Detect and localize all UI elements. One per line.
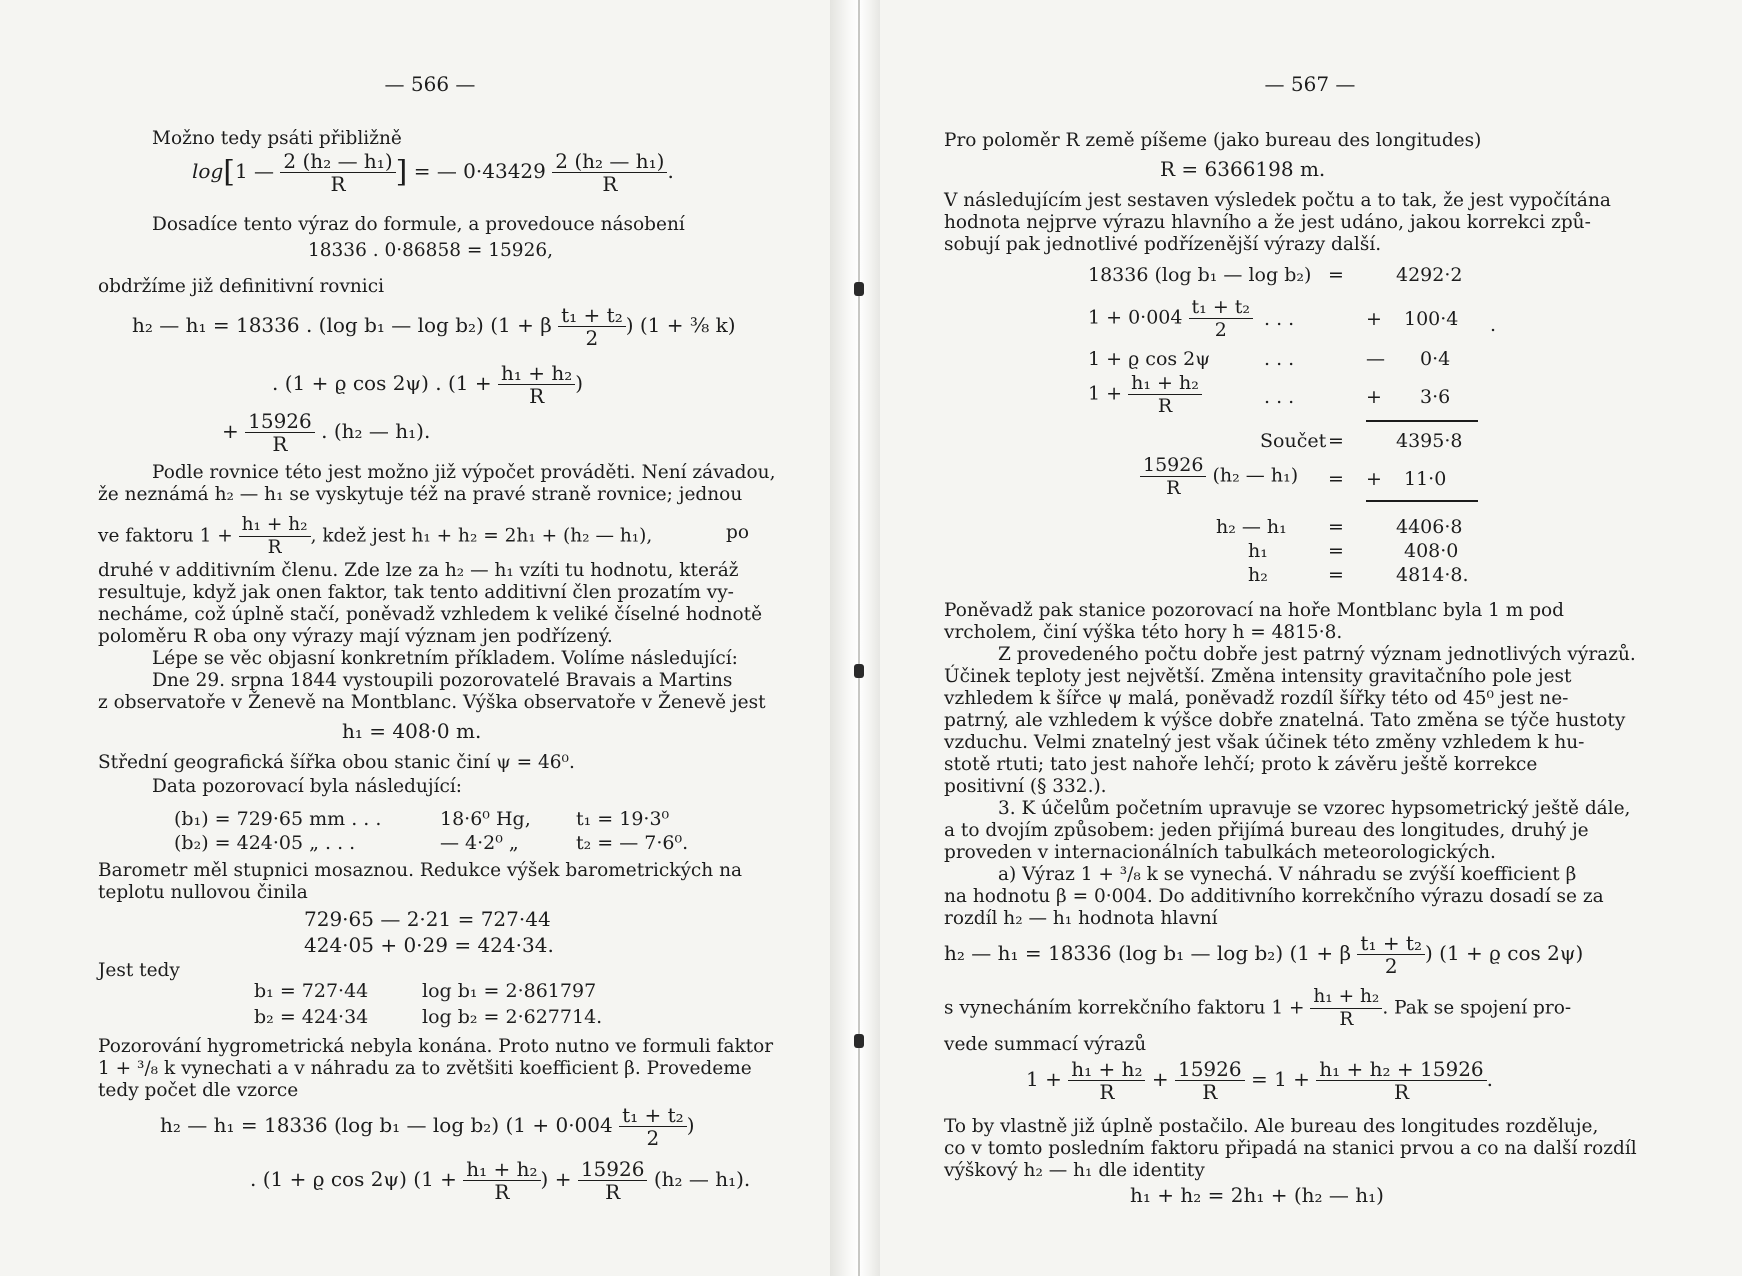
result-sign: + xyxy=(1366,468,1382,490)
text-line: h₁ = 408·0 m. xyxy=(342,719,482,743)
text-line: Dne 29. srpna 1844 vystoupili pozorovatelé Bravais a Martins xyxy=(152,670,733,691)
text-line: V následujícím jest sestaven výsledek počtu a to tak, že jest vypočítána xyxy=(944,190,1611,211)
result-mark: . xyxy=(1490,314,1497,336)
result-value: 0·4 xyxy=(1420,348,1451,370)
text-line-factor: s vynecháním korrekčního faktoru 1 + $\frac{\text{h₁ + h₂}}{R}$ . Pak se spojení pro- xyxy=(944,986,1572,1030)
text-line-factor: ve faktoru 1 + $\frac{\text{h₁ + h₂}}{R}$ , kdež jest h₁ + h₂ = 2h₁ + (h₂ — h₁), xyxy=(98,514,653,558)
text-line: Jest tedy xyxy=(98,960,180,981)
sum-rule xyxy=(1366,500,1478,502)
result-value: 100·4 xyxy=(1404,308,1459,330)
result-value: 408·0 xyxy=(1404,540,1459,562)
text-line: Dosadíce tento výraz do formule, a provedouce násobení xyxy=(152,214,685,235)
text-line: výškový h₂ — h₁ dle identity xyxy=(944,1160,1205,1181)
text-line: teplotu nullovou činila xyxy=(98,882,308,903)
text-line: hodnota nejprve výrazu hlavního a že jest udáno, jakou korrekci způ- xyxy=(944,212,1591,233)
text-line: 3. K účelům početním upravuje se vzorec hypsometrický ještě dále, xyxy=(998,798,1631,819)
result-value: 11·0 xyxy=(1404,468,1447,490)
text-line: po xyxy=(726,522,749,543)
equation-gravity: . (1 + ϱ cos 2ψ) . (1 + $\frac{\text{h₁ + h₂}}{R}$ ) xyxy=(272,361,584,408)
text-line: Data pozorovací byla následující: xyxy=(152,776,463,797)
text-line: vzhledem k šířce ψ malá, poněvadž rozdíl šířky této od 45⁰ jest ne- xyxy=(944,688,1569,709)
result-label: h₂ xyxy=(1248,564,1268,586)
log-row: b₁ = 727·44 xyxy=(254,980,369,1002)
text-line: poloměru R oba ony výrazy mají význam jen podřízený. xyxy=(98,626,613,647)
binding-stitch xyxy=(854,282,864,296)
text-line: Podle rovnice této jest možno již výpočet prováděti. Není závadou, xyxy=(152,462,776,483)
text-line: stotě rtuti; tato jest nahoře lehčí; proto k závěru ještě korrekce xyxy=(944,754,1538,775)
result-sign: + xyxy=(1366,308,1382,330)
result-op: = xyxy=(1328,264,1344,286)
result-op: = xyxy=(1328,540,1344,562)
result-label: h₂ — h₁ xyxy=(1216,516,1287,538)
result-value: 4814·8. xyxy=(1396,564,1469,586)
text-line: vzduchu. Velmi znatelný jest však účinek této změny vzhledem k hu- xyxy=(944,732,1585,753)
result-op: = xyxy=(1328,468,1344,490)
result-dots: . . . xyxy=(1264,386,1295,408)
result-dots: . . . xyxy=(1264,308,1295,330)
equation-computation-2: . (1 + ϱ cos 2ψ) (1 + $\frac{\text{h₁ + h₂}}{R}$ ) + $\frac{15926}{R}$ (h₂ — h₁). xyxy=(250,1157,751,1204)
equation-main: h₂ — h₁ = 18336 . (log b₁ — log b₂) (1 + β $\frac{\text{t₁ + t₂}}{2}$ ) (1 + ⅜ k) xyxy=(132,303,736,350)
result-label: 1 + ϱ cos 2ψ xyxy=(1088,348,1211,370)
text-line: Lépe se věc objasní konkretním příkladem. Volíme následující: xyxy=(152,648,738,669)
result-value: 3·6 xyxy=(1420,386,1451,408)
result-sign: — xyxy=(1366,348,1385,370)
text-line: Pozorování hygrometrická nebyla konána. Proto nutno ve formuli faktor xyxy=(98,1036,774,1057)
equation-summation: 1 + $\frac{\text{h₁ + h₂}}{R}$ + $\frac{15926}{R}$ = 1 + $\frac{\text{h₁ + h₂ + 15926}}{R}$ . xyxy=(1026,1057,1494,1104)
text-line: vede summací výrazů xyxy=(944,1034,1147,1055)
text-line: To by vlastně již úplně postačilo. Ale bureau des longitudes rozděluje, xyxy=(944,1116,1599,1137)
log-row-value: log b₂ = 2·627714. xyxy=(422,1006,603,1028)
text-line: Účinek teploty jest největší. Změna intensity gravitačního pole jest xyxy=(944,666,1572,687)
page-number: — 567 — xyxy=(1264,72,1356,96)
text-line: z observatoře v Ženevě na Montblanc. Výška observatoře v Ženevě jest xyxy=(98,692,766,713)
text-line: Pro poloměr R země píšeme (jako bureau des longitudes) xyxy=(944,130,1482,151)
result-label: 1 + 0·004 $\frac{\text{t₁ + t₂}}{2}$ xyxy=(1088,296,1253,341)
binding-stitch xyxy=(854,1034,864,1048)
text-line: 1 + ³/₈ k vynechati a v náhradu za to zvětšiti koefficient β. Provedeme xyxy=(98,1058,752,1079)
text-line: na hodnotu β = 0·004. Do additivního korrekčního výrazu dosadí se za xyxy=(944,886,1604,907)
result-label: $\frac{15926}{R}$ (h₂ — h₁) xyxy=(1140,454,1298,499)
data-row: (b₁) = 729·65 mm . . . xyxy=(174,808,382,830)
result-value: 4292·2 xyxy=(1396,264,1463,286)
result-op: = xyxy=(1328,516,1344,538)
text-line: obdržíme již definitivní rovnici xyxy=(98,276,385,297)
binding-stitch xyxy=(854,664,864,678)
text-line: tedy počet dle vzorce xyxy=(98,1080,299,1101)
result-value: 4395·8 xyxy=(1396,430,1463,452)
data-row: (b₂) = 424·05 „ . . . xyxy=(174,832,356,854)
text-line: Barometr měl stupnici mosaznou. Redukce výšek barometrických na xyxy=(98,860,743,881)
text-line: rozdíl h₂ — h₁ hodnota hlavní xyxy=(944,908,1218,929)
result-label: h₁ xyxy=(1248,540,1268,562)
data-row-tn: t₁ = 19·3⁰ xyxy=(576,808,670,830)
equation-additive: + $\frac{15926}{R}$ . (h₂ — h₁). xyxy=(222,409,431,456)
result-label: Součet xyxy=(1260,430,1327,452)
text-line: 729·65 — 2·21 = 727·44 xyxy=(304,907,551,931)
text-line: positivní (§ 332.). xyxy=(944,776,1107,797)
right-page xyxy=(880,0,1742,1276)
data-row-temp: — 4·2⁰ „ xyxy=(440,832,519,854)
equation-computation: h₂ — h₁ = 18336 (log b₁ — log b₂) (1 + 0·004 $\frac{\text{t₁ + t₂}}{2}$ ) xyxy=(160,1103,695,1150)
result-value: 4406·8 xyxy=(1396,516,1463,538)
log-row-value: log b₁ = 2·861797 xyxy=(422,980,597,1002)
left-page xyxy=(0,0,838,1276)
text-line: Poněvadž pak stanice pozorovací na hoře Montblanc byla 1 m pod xyxy=(944,600,1565,621)
text-line: co v tomto posledním faktoru připadá na stanici prvou a co na další rozdíl xyxy=(944,1138,1637,1159)
text-line: 424·05 + 0·29 = 424·34. xyxy=(304,933,554,957)
page-number: — 566 — xyxy=(384,72,476,96)
text-line: druhé v additivním členu. Zde lze za h₂ — h₁ vzíti tu hodnotu, kteráž xyxy=(98,560,739,581)
text-line: Z provedeného počtu dobře jest patrný význam jednotlivých výrazů. xyxy=(998,644,1636,665)
result-label: 18336 (log b₁ — log b₂) xyxy=(1088,264,1312,286)
text-line: a to dvojím způsobem: jeden přijímá bureau des longitudes, druhý je xyxy=(944,820,1589,841)
result-dots: . . . xyxy=(1264,348,1295,370)
equation-bureau: h₂ — h₁ = 18336 (log b₁ — log b₂) (1 + β $\frac{\text{t₁ + t₂}}{2}$ ) (1 + ϱ cos 2ψ) xyxy=(944,931,1584,978)
text-line: a) Výraz 1 + ³/₈ k se vynechá. V náhradu se zvýší koefficient β xyxy=(998,864,1577,885)
text-line: R = 6366198 m. xyxy=(1160,157,1326,181)
text-line: h₁ + h₂ = 2h₁ + (h₂ — h₁) xyxy=(1130,1183,1384,1207)
text-line: 18336 . 0·86858 = 15926, xyxy=(308,240,553,261)
data-row-temp: 18·6⁰ Hg, xyxy=(440,808,531,830)
sum-rule xyxy=(1366,420,1478,422)
log-row: b₂ = 424·34 xyxy=(254,1006,369,1028)
text-line: proveden v internacionálních tabulkách meteorologických. xyxy=(944,842,1496,863)
text-line: že neznámá h₂ — h₁ se vyskytuje též na pravé straně rovnice; jednou xyxy=(98,484,743,505)
result-op: = xyxy=(1328,564,1344,586)
text-line: resultuje, když jak onen faktor, tak tento additivní člen prozatím vy- xyxy=(98,582,734,603)
text-line: sobují pak jednotlivé podřízenější výrazy další. xyxy=(944,234,1382,255)
text-line: Možno tedy psáti přibližně xyxy=(152,128,402,149)
text-line: Střední geografická šířka obou stanic činí ψ = 46⁰. xyxy=(98,752,575,773)
equation-log: log[1 — $\frac{\text{2 (h₂ — h₁)}}{R}$ ] = — 0·43429 $\frac{\text{2 (h₂ — h₁)}}{R}$ . xyxy=(192,149,674,196)
result-label: 1 + $\frac{\text{h₁ + h₂}}{R}$ xyxy=(1088,372,1202,417)
result-sign: + xyxy=(1366,386,1382,408)
data-row-tn: t₂ = — 7·6⁰. xyxy=(576,832,689,854)
gutter-seam xyxy=(858,0,860,1276)
text-line: patrný, ale vzhledem k výšce dobře znatelná. Tato změna se týče hustoty xyxy=(944,710,1626,731)
result-op: = xyxy=(1328,430,1344,452)
text-line: vrcholem, činí výška této hory h = 4815·8. xyxy=(944,622,1343,643)
text-line: necháme, což úplně stačí, poněvadž vzhledem k veliké číselné hodnotě xyxy=(98,604,763,625)
